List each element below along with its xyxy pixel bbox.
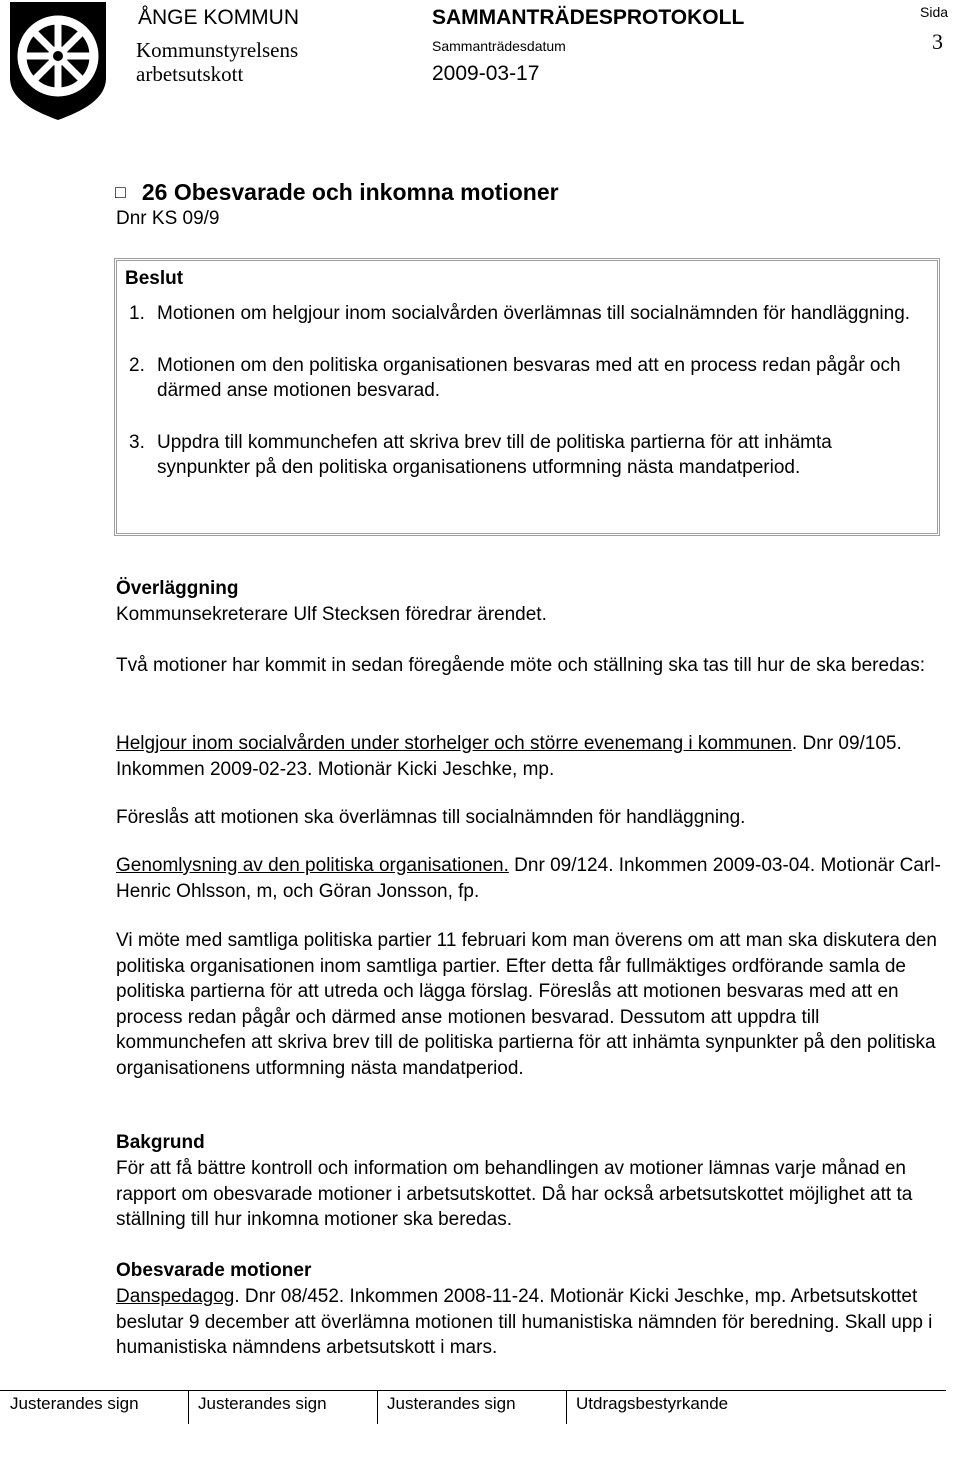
list-item-number: 1. bbox=[129, 303, 145, 324]
footer-sign-3: Justerandes sign bbox=[387, 1394, 516, 1413]
overlaggning-p4: Vi möte med samtliga politiska partier 11 februari kom man överens om att man ska diskutera den politiska organisationen inom samtliga partier. Efter detta får fullmäktiges ordförande samla de politiska partierna för att utreda och lägga förslag. Föreslås att motionen besvaras med att en process redan pågår och därmed anse motionen besvarad. Dessutom att uppdra till kommunchefen att skriva brev till de politiska partierna för att inhämta synpunkter på den politiska organisationens utformning nästa mandatperiod. bbox=[116, 930, 937, 1079]
org-sub-2: arbetsutskott bbox=[136, 62, 244, 86]
footer-sign-2: Justerandes sign bbox=[198, 1394, 327, 1413]
overlaggning-p3: Föreslås att motionen ska överlämnas till socialnämnden för handläggning. bbox=[116, 807, 746, 828]
list-item bbox=[129, 430, 929, 481]
footer-extract-certified: Utdragsbestyrkande bbox=[576, 1394, 729, 1413]
footer-divider bbox=[0, 1390, 946, 1391]
list-item-text: Uppdra till kommunchefen att skriva brev till de politiska partierna för att inhämta synpunkter på den politiska organisationens utformning nästa mandatperiod. bbox=[157, 431, 832, 478]
section-dnr: Dnr KS 09/9 bbox=[116, 208, 220, 229]
motion-1 bbox=[116, 731, 952, 782]
municipality-logo bbox=[8, 0, 108, 122]
list-item-text: Motionen om den politiska organisationen besvaras med att en process redan pågår och därmed anse motionen besvarad. bbox=[157, 354, 901, 401]
overlaggning-p2: Två motioner har kommit in sedan föregående möte och ställning ska tas till hur de ska beredas: bbox=[116, 655, 925, 676]
org-sub-1: Kommunstyrelsens bbox=[136, 38, 299, 62]
overlaggning-p1: Kommunsekreterare Ulf Stecksen föredrar ärendet. bbox=[116, 604, 547, 625]
doc-title: SAMMANTRÄDESPROTOKOLL bbox=[432, 6, 745, 29]
date-value: 2009-03-17 bbox=[432, 62, 540, 85]
obesvarade-motion-details: . Dnr 08/452. Inkommen 2008-11-24. Motionär Kicki Jeschke, mp. Arbetsutskottet beslutar 9 december att överlämna motionen till humanistiska nämnden för beredning. Skall upp i humanistiska nämndens arbetsutskott i mars. bbox=[116, 1286, 933, 1358]
beslut-list bbox=[129, 301, 929, 507]
motion-2 bbox=[116, 853, 952, 904]
wheel-icon bbox=[22, 20, 94, 92]
list-item bbox=[129, 353, 929, 404]
page-label: Sida bbox=[920, 4, 949, 20]
motion-1-title: Helgjour inom socialvården under storhelger och större evenemang i kommunen bbox=[116, 733, 792, 754]
obesvarade-heading: Obesvarade motioner bbox=[116, 1260, 312, 1281]
bakgrund-text: För att få bättre kontroll och information om behandlingen av motioner lämnas varje månad en rapport om obesvarade motioner i arbetsutskottet. Då har också arbetsutskottet möjlighet att ta ställning till hur inkomna motioner ska beredas. bbox=[116, 1158, 913, 1230]
motion-2-title: Genomlysning av den politiska organisationen. bbox=[116, 855, 509, 876]
list-item-number: 3. bbox=[129, 431, 145, 453]
page-number: 3 bbox=[932, 29, 943, 54]
beslut-box bbox=[114, 258, 940, 536]
motion-1-details: . Dnr 09/105. Inkommen 2009-02-23. Motionär Kicki Jeschke, mp. bbox=[116, 733, 902, 780]
square-bullet-icon: □ bbox=[115, 182, 126, 202]
footer-sign-1: Justerandes sign bbox=[10, 1394, 139, 1413]
obesvarade-motion-title: Danspedagog bbox=[116, 1286, 235, 1307]
date-label: Sammanträdesdatum bbox=[432, 38, 566, 54]
list-item-text: Motionen om helgjour inom socialvården överlämnas till socialnämnden för handläggning. bbox=[157, 303, 911, 324]
list-item bbox=[129, 301, 929, 327]
section-title-text: 26 Obesvarade och inkomna motioner bbox=[141, 179, 559, 205]
bakgrund-heading: Bakgrund bbox=[116, 1132, 205, 1153]
beslut-heading: Beslut bbox=[125, 268, 184, 289]
list-item-number: 2. bbox=[129, 354, 145, 376]
section-title bbox=[115, 178, 559, 206]
motion-2-details: Dnr 09/124. Inkommen 2009-03-04. Motionär Carl-Henric Ohlsson, m, och Göran Jonsson, fp. bbox=[116, 855, 941, 902]
org-name: ÅNGE KOMMUN bbox=[138, 6, 300, 29]
overlaggning-heading: Överläggning bbox=[116, 578, 239, 599]
obesvarade-text bbox=[116, 1284, 952, 1361]
